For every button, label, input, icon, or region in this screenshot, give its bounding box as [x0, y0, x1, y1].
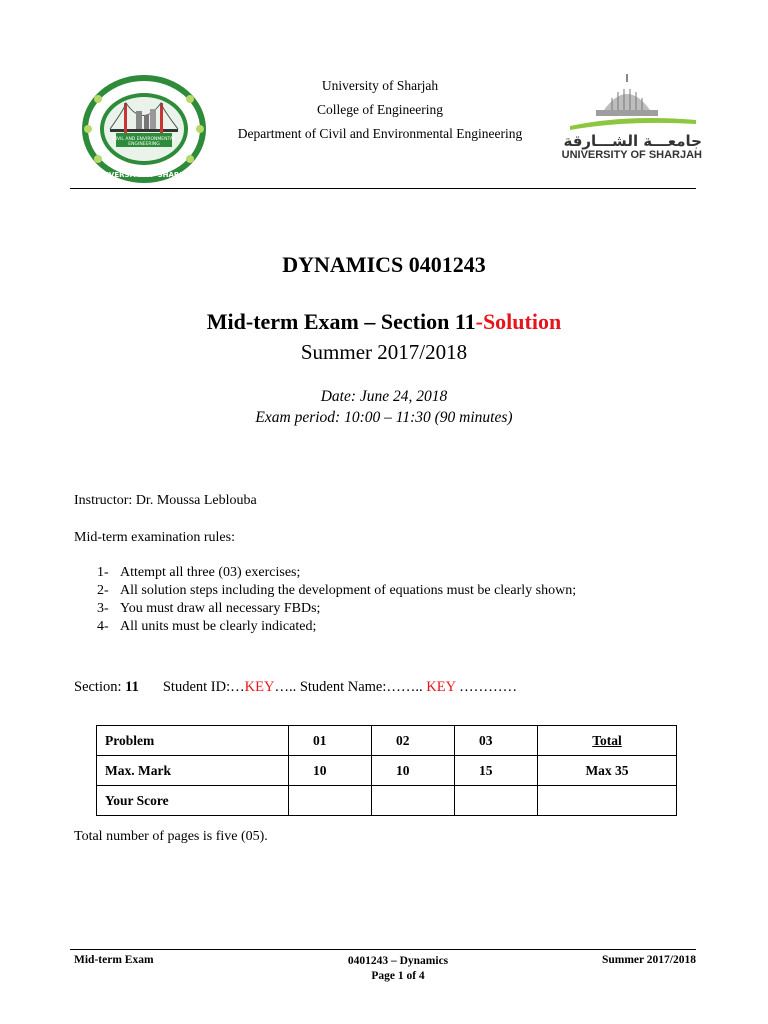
exam-title [0, 309, 768, 335]
table-cell: 10 [289, 756, 372, 786]
course-title: DYNAMICS 0401243 [282, 252, 486, 277]
table-header-cell: 03 [455, 726, 538, 756]
student-id-label: Student ID:… [162, 679, 245, 695]
footer-right: Summer 2017/2018 [601, 954, 696, 966]
table-row [97, 756, 677, 786]
footer-middle [320, 954, 476, 984]
table-cell: Max 35 [538, 756, 677, 786]
rule-item [97, 600, 576, 618]
score-entry-cell[interactable] [372, 786, 455, 816]
rule-text: Attempt all three (03) exercises; [120, 565, 301, 580]
department-name: Department of Civil and Environmental Engineering [237, 126, 523, 141]
table-cell: Max. Mark [97, 756, 289, 786]
exam-title-main: Mid-term Exam – Section 11 [206, 309, 476, 334]
table-row [97, 726, 677, 756]
rule-item [97, 564, 576, 582]
rules-title: Mid-term examination rules: [74, 530, 235, 545]
table-header-cell: Total [538, 726, 677, 756]
score-table [96, 725, 677, 816]
table-cell: 10 [372, 756, 455, 786]
table-cell: 15 [455, 756, 538, 786]
rules-list [97, 564, 576, 636]
student-name-value: KEY [426, 679, 456, 695]
rule-number: 1- [97, 565, 109, 580]
score-entry-cell[interactable] [289, 786, 372, 816]
student-id-value: KEY [244, 679, 275, 695]
svg-text:UNIVERSITY OF SHARJAH: UNIVERSITY OF SHARJAH [94, 171, 194, 179]
dome-icon [556, 70, 702, 132]
header-text [180, 74, 580, 146]
table-header-cell: 02 [372, 726, 455, 756]
score-entry-cell[interactable] [455, 786, 538, 816]
svg-text:CIVIL AND ENVIRONMENTAL: CIVIL AND ENVIRONMENTAL [112, 137, 176, 142]
rule-number: 3- [97, 601, 109, 616]
rule-text: All solution steps including the development of equations must be clearly shown; [120, 583, 577, 598]
exam-period: Exam period: 10:00 – 11:30 (90 minutes) [255, 409, 513, 426]
student-name-trailing: ………… [455, 679, 518, 695]
table-cell: Your Score [97, 786, 289, 816]
rule-text: All units must be clearly indicated; [120, 619, 317, 634]
rule-item [97, 582, 576, 600]
footer-left: Mid-term Exam [74, 954, 154, 966]
rule-number: 4- [97, 619, 109, 634]
table-header-cell: 01 [289, 726, 372, 756]
header-divider [70, 188, 696, 189]
exam-date-block [0, 386, 768, 428]
term-title: Summer 2017/2018 [300, 340, 468, 364]
svg-text:ENGINEERING: ENGINEERING [128, 142, 160, 147]
rule-number: 2- [97, 583, 109, 598]
score-entry-cell[interactable] [538, 786, 677, 816]
section-value: 11 [125, 679, 139, 695]
footer-divider [70, 949, 696, 950]
logo-arabic-text: جامعـــة الشـــارقة [563, 132, 702, 150]
page-number: Page 1 of 4 [371, 970, 425, 982]
university-logo [556, 70, 702, 162]
footer-course: 0401243 – Dynamics [347, 955, 449, 967]
table-row [97, 786, 677, 816]
instructor-line: Instructor: Dr. Moussa Leblouba [74, 493, 257, 508]
rule-item [97, 618, 576, 636]
student-info-line [74, 679, 517, 696]
exam-date: Date: June 24, 2018 [320, 388, 448, 405]
student-name-label: ….. Student Name:…….. [274, 679, 427, 695]
rule-text: You must draw all necessary FBDs; [120, 601, 321, 616]
pages-note: Total number of pages is five (05). [74, 829, 268, 844]
logo-english-text: UNIVERSITY OF SHARJAH [561, 149, 702, 161]
university-name: University of Sharjah [321, 78, 439, 93]
section-label: Section: [74, 679, 126, 695]
college-name: College of Engineering [317, 102, 443, 117]
table-header-cell: Problem [97, 726, 289, 756]
exam-title-solution: -Solution [475, 309, 562, 334]
